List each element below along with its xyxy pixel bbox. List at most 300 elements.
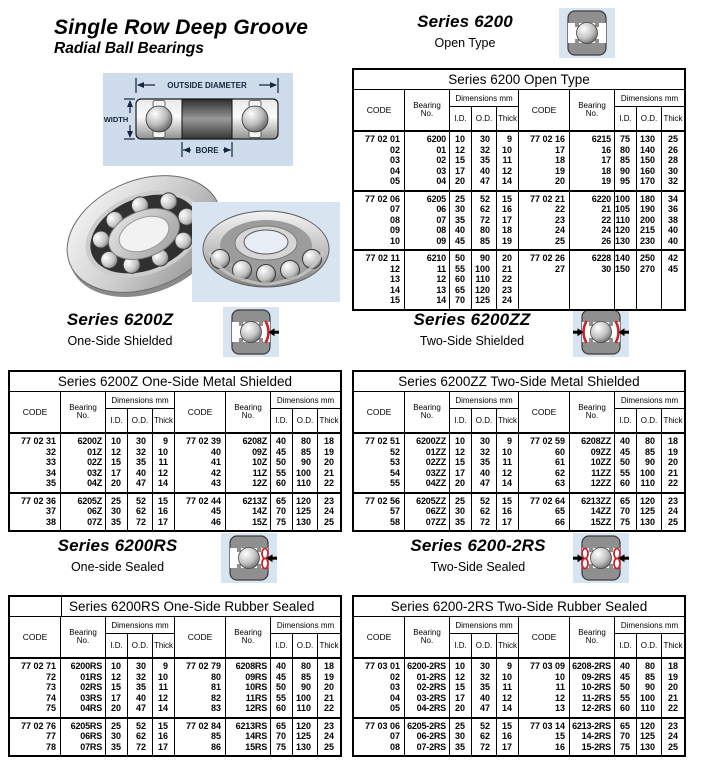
cell-id: 50	[271, 457, 293, 468]
cell-code: 77 02 64	[519, 494, 570, 507]
bearing-no-line2: No.	[76, 411, 90, 420]
column-header-thick: Thick	[153, 634, 175, 657]
cell-id: 35	[106, 742, 128, 756]
cell-od: 120	[637, 494, 662, 507]
cell-bearing-no: 15Z	[226, 517, 271, 531]
cell-bearing-no: 10RS	[226, 682, 271, 693]
series-title: Series 6200RS	[57, 536, 178, 555]
cell-id: 10	[450, 132, 472, 145]
cell-code: 65	[519, 506, 570, 517]
table-header	[354, 90, 684, 132]
cell-bearing-no: 06RS	[61, 731, 106, 742]
cell-bearing-no: 04ZZ	[405, 478, 450, 492]
cell-thick: 25	[323, 741, 334, 752]
cell-id: 40	[271, 659, 293, 672]
bearing-no-line1: Bearing	[413, 627, 441, 637]
cell-code: 17	[519, 145, 570, 156]
cell-code: 19	[519, 166, 570, 177]
cell-id: 15	[106, 682, 128, 693]
cell-code: 10	[519, 672, 570, 683]
column-header-dimensions: Dimensions mm	[615, 392, 684, 409]
cell-bearing-no: 07	[405, 215, 450, 226]
cell-id: 10	[106, 659, 128, 672]
cell-od: 32	[472, 447, 497, 458]
cell-id: 20	[450, 176, 472, 190]
cell-code: 02	[354, 145, 405, 156]
column-header-thick: Thick	[497, 107, 519, 130]
cell-thick: 12	[153, 468, 175, 479]
cell-od: 40	[472, 468, 497, 479]
cell-od: 120	[472, 285, 497, 296]
table-title: Series 6200ZZ Two-Side Metal Shielded	[398, 374, 640, 389]
cell-bearing-no: 11-2RS	[570, 693, 615, 704]
bearing-no-line1: Bearing	[578, 100, 606, 110]
page-title-line1: Single Row Deep Groove	[54, 16, 309, 39]
cell-thick: 16	[497, 731, 519, 742]
cell-id: 55	[271, 468, 293, 479]
cell-thick: 14	[497, 703, 519, 717]
cell-bearing-no: 6215	[570, 132, 615, 145]
column-header-code: CODE	[354, 617, 405, 657]
cell-bearing-no: 6200ZZ	[405, 434, 450, 447]
cell-code: 46	[175, 517, 226, 531]
cell-thick: 10	[497, 447, 519, 458]
column-header-code: CODE	[519, 90, 570, 130]
cell-bearing-no: 24	[570, 225, 615, 236]
cell-bearing-no: 09RS	[226, 672, 271, 683]
cell-bearing-no: 12RS	[226, 703, 271, 717]
cell-id: 120	[615, 225, 637, 236]
cell-od	[637, 274, 662, 285]
bearing-no-line1: Bearing	[578, 627, 606, 637]
cell-od: 30	[472, 659, 497, 672]
cell-id: 30	[450, 731, 472, 742]
cell-od: 47	[472, 176, 497, 190]
cell-od: 85	[637, 672, 662, 683]
cell-od: 125	[472, 295, 497, 309]
cell-id: 60	[615, 478, 637, 492]
column-header-id: I.D.	[615, 107, 637, 130]
cell-thick: 19	[323, 446, 334, 457]
cell-code: 77 02 06	[354, 192, 405, 205]
cell-bearing-no: 12-2RS	[570, 703, 615, 717]
column-header-dimensions: Dimensions mm	[271, 617, 340, 634]
cell-od: 47	[472, 703, 497, 717]
cell-thick: 16	[497, 506, 519, 517]
table-header	[354, 392, 684, 434]
cell-code: 81	[175, 682, 226, 693]
cell-bearing-no: 6213ZZ	[570, 494, 615, 507]
cell-thick: 22	[497, 274, 519, 285]
cell-thick: 23	[667, 495, 678, 506]
table-row-group	[10, 492, 340, 531]
cell-bearing-no: 22	[570, 215, 615, 226]
cell-od: 125	[637, 506, 662, 517]
cell-thick: 24	[497, 295, 519, 309]
cell-bearing-no: 03	[405, 166, 450, 177]
cell-od: 100	[293, 693, 318, 704]
cell-thick: 24	[667, 506, 678, 516]
cell-id: 70	[615, 506, 637, 517]
column-header-od: O.D.	[293, 409, 318, 432]
cell-bearing-no: 26	[570, 236, 615, 250]
cell-id: 40	[271, 434, 293, 447]
cell-bearing-no: 13	[405, 285, 450, 296]
cell-od: 40	[472, 166, 497, 177]
table-header	[354, 617, 684, 659]
cell-code: 77 02 79	[175, 659, 226, 672]
cell-od: 40	[128, 693, 153, 704]
cell-id: 12	[450, 145, 472, 156]
cell-id: 75	[615, 742, 637, 756]
cell-od: 100	[637, 693, 662, 704]
cell-od: 62	[128, 506, 153, 517]
column-header-bearing-no	[570, 90, 615, 130]
column-header-dimensions: Dimensions mm	[106, 617, 175, 634]
cell-thick: 9	[497, 434, 519, 447]
column-header-id: I.D.	[271, 634, 293, 657]
cell-thick: 18	[667, 661, 678, 671]
cell-od: 100	[637, 468, 662, 479]
cell-od: 90	[293, 682, 318, 693]
series-header-6200-2rs	[378, 536, 578, 574]
cell-thick: 11	[497, 457, 519, 468]
column-header-bearing-no	[405, 617, 450, 657]
table-row-group	[354, 492, 684, 531]
cell-od: 180	[637, 192, 662, 205]
cell-od: 250	[637, 251, 662, 264]
cell-code: 41	[175, 457, 226, 468]
bearing-no-line2: No.	[420, 636, 434, 645]
cell-bearing-no: 03-2RS	[405, 693, 450, 704]
cell-od: 72	[472, 517, 497, 531]
series-title: Series 6200ZZ	[413, 310, 531, 329]
cell-thick: 16	[153, 506, 175, 517]
cell-id: 65	[615, 719, 637, 732]
cell-thick: 20	[497, 251, 519, 264]
table-6200-2rs-two-side	[352, 595, 686, 757]
cell-code: 66	[519, 517, 570, 531]
cell-bearing-no: 07-2RS	[405, 742, 450, 756]
cell-thick: 30	[667, 165, 678, 176]
cell-code: 09	[354, 225, 405, 236]
cell-code: 08	[354, 742, 405, 756]
table-row-group	[354, 659, 684, 717]
cell-id: 75	[271, 517, 293, 531]
cell-id: 15	[450, 682, 472, 693]
cell-thick: 40	[667, 225, 678, 235]
column-header-dimensions: Dimensions mm	[450, 617, 519, 634]
cell-code: 33	[10, 457, 61, 468]
cell-id: 70	[450, 295, 472, 309]
cell-od: 62	[472, 204, 497, 215]
cell-thick: 26	[667, 144, 678, 155]
cell-id: 55	[615, 468, 637, 479]
cell-code: 32	[10, 447, 61, 458]
cell-bearing-no	[570, 285, 615, 296]
cell-od: 32	[472, 672, 497, 683]
cell-code: 77 02 51	[354, 434, 405, 447]
cell-id: 25	[450, 192, 472, 205]
cell-thick: 21	[667, 467, 678, 478]
cell-code	[519, 295, 570, 309]
cell-thick: 12	[153, 693, 175, 704]
column-header-id: I.D.	[450, 634, 472, 657]
table-title: Series 6200 Open Type	[448, 72, 590, 87]
cell-id: 150	[615, 264, 637, 275]
cell-bearing-no: 12ZZ	[570, 478, 615, 492]
cell-od: 130	[637, 517, 662, 531]
cell-code: 61	[519, 457, 570, 468]
cell-bearing-no: 12Z	[226, 478, 271, 492]
table-title-row	[354, 70, 684, 90]
cell-code: 77 02 31	[10, 434, 61, 447]
cell-code: 77 02 21	[519, 192, 570, 205]
cell-thick: 25	[667, 516, 678, 527]
column-header-bearing-no	[61, 392, 106, 432]
column-header-od: O.D.	[637, 634, 662, 657]
cell-od: 130	[637, 742, 662, 756]
bearing-one-shield-icon	[222, 307, 280, 357]
cell-id: 30	[450, 204, 472, 215]
cell-od	[637, 295, 662, 309]
cell-id: 30	[106, 731, 128, 742]
cell-thick: 22	[323, 703, 334, 713]
cell-code: 77 02 84	[175, 719, 226, 732]
cell-thick	[662, 295, 684, 309]
cell-bearing-no: 6228	[570, 251, 615, 264]
page-title-line2: Radial Ball Bearings	[54, 40, 204, 57]
cell-od: 40	[128, 468, 153, 479]
cell-od: 85	[472, 236, 497, 250]
cell-code: 07	[354, 204, 405, 215]
cell-thick: 10	[497, 145, 519, 156]
cell-code: 80	[175, 672, 226, 683]
cell-thick: 17	[497, 215, 519, 226]
cell-od: 30	[128, 434, 153, 447]
column-header-dimensions: Dimensions mm	[450, 392, 519, 409]
cell-od: 130	[293, 742, 318, 756]
cell-id: 60	[615, 703, 637, 717]
column-header-bearing-no	[61, 617, 106, 657]
cell-od: 200	[637, 215, 662, 226]
cell-bearing-no: 06Z	[61, 506, 106, 517]
cell-id: 50	[615, 682, 637, 693]
cell-od: 52	[128, 494, 153, 507]
cell-bearing-no: 03Z	[61, 468, 106, 479]
cell-bearing-no: 06-2RS	[405, 731, 450, 742]
cell-od: 130	[637, 132, 662, 145]
cell-od: 80	[293, 434, 318, 447]
cell-od: 47	[128, 478, 153, 492]
cell-bearing-no: 6205	[405, 192, 450, 205]
series-header-6200rs	[20, 536, 215, 574]
cell-code: 77 02 76	[10, 719, 61, 732]
cell-code: 08	[354, 215, 405, 226]
series-header-6200zz	[377, 310, 567, 348]
cell-bearing-no: 04Z	[61, 478, 106, 492]
column-header-bearing-no	[570, 392, 615, 432]
cell-id: 15	[450, 457, 472, 468]
cell-bearing-no: 01-2RS	[405, 672, 450, 683]
cell-thick: 23	[323, 720, 334, 731]
cell-code: 03	[354, 155, 405, 166]
cell-bearing-no: 10ZZ	[570, 457, 615, 468]
cell-code: 83	[175, 703, 226, 717]
column-header-dimensions: Dimensions mm	[106, 392, 175, 409]
cell-od: 80	[472, 225, 497, 236]
cell-od: 35	[472, 155, 497, 166]
cell-code: 18	[519, 155, 570, 166]
cell-id: 70	[271, 506, 293, 517]
cell-code: 24	[519, 225, 570, 236]
cell-thick: 25	[667, 134, 678, 144]
cell-id: 25	[450, 719, 472, 732]
cell-bearing-no: 6205Z	[61, 494, 106, 507]
cell-bearing-no: 01RS	[61, 672, 106, 683]
bearing-open-icon	[558, 8, 616, 58]
cell-id: 70	[615, 731, 637, 742]
cell-bearing-no: 11RS	[226, 693, 271, 704]
cell-code: 40	[175, 447, 226, 458]
cell-thick: 28	[667, 155, 678, 165]
bearing-dimension-diagram	[103, 73, 293, 166]
cell-thick: 25	[667, 741, 678, 752]
cell-bearing-no: 12	[405, 274, 450, 285]
series-header-6200z	[25, 310, 215, 348]
cell-od: 72	[472, 742, 497, 756]
cell-thick: 22	[323, 478, 334, 488]
cell-id: 17	[450, 468, 472, 479]
cell-bearing-no: 14-2RS	[570, 731, 615, 742]
cell-id: 35	[450, 517, 472, 531]
cell-id: 25	[106, 719, 128, 732]
series-header-6200	[380, 12, 550, 50]
cell-thick: 17	[153, 742, 175, 756]
cell-code: 15	[519, 731, 570, 742]
cell-thick: 9	[497, 659, 519, 672]
cell-code: 03	[354, 682, 405, 693]
cell-id: 65	[271, 719, 293, 732]
cell-id: 110	[615, 215, 637, 226]
cell-bearing-no: 6200	[405, 132, 450, 145]
column-header-od: O.D.	[472, 634, 497, 657]
cell-id: 70	[271, 731, 293, 742]
cell-code: 77 02 44	[175, 494, 226, 507]
cell-code: 60	[519, 447, 570, 458]
cell-id: 55	[615, 693, 637, 704]
cell-thick: 10	[153, 672, 175, 683]
cell-bearing-no: 6220	[570, 192, 615, 205]
cell-thick: 16	[153, 731, 175, 742]
column-header-id: I.D.	[106, 409, 128, 432]
cell-bearing-no: 02	[405, 155, 450, 166]
cell-id: 90	[615, 166, 637, 177]
table-title: Series 6200Z One-Side Metal Shielded	[57, 374, 293, 389]
series-subtitle: Two-Side Sealed	[430, 560, 526, 574]
cell-id: 30	[106, 506, 128, 517]
cell-thick: 25	[323, 516, 334, 527]
cell-od: 190	[637, 204, 662, 215]
table-row-group	[10, 717, 340, 756]
cell-od: 62	[472, 731, 497, 742]
cell-bearing-no: 30	[570, 264, 615, 275]
column-header-od: O.D.	[637, 409, 662, 432]
cell-thick: 11	[497, 682, 519, 693]
cell-id: 10	[450, 434, 472, 447]
bearing-no-line1: Bearing	[234, 402, 262, 412]
cell-id: 45	[615, 447, 637, 458]
cell-thick: 15	[497, 719, 519, 732]
cell-od: 150	[637, 155, 662, 166]
cell-bearing-no: 01ZZ	[405, 447, 450, 458]
cell-code: 22	[519, 204, 570, 215]
cell-od: 110	[637, 478, 662, 492]
cell-bearing-no: 14ZZ	[570, 506, 615, 517]
cell-od: 160	[637, 166, 662, 177]
cell-bearing-no: 04	[405, 176, 450, 190]
cell-thick: 21	[323, 692, 334, 703]
cell-thick: 16	[497, 204, 519, 215]
cell-id: 95	[615, 176, 637, 190]
cell-od: 35	[472, 457, 497, 468]
bearing-one-seal-icon	[220, 533, 278, 583]
cell-thick: 9	[497, 132, 519, 145]
cell-id: 25	[450, 494, 472, 507]
width-label: WIDTH	[103, 115, 129, 124]
cell-id: 35	[450, 215, 472, 226]
cell-od: 62	[472, 506, 497, 517]
cell-id: 40	[450, 225, 472, 236]
cell-code: 11	[519, 682, 570, 693]
cell-id: 45	[615, 672, 637, 683]
column-header-dimensions: Dimensions mm	[615, 90, 684, 107]
cell-bearing-no: 03RS	[61, 693, 106, 704]
cell-od: 110	[472, 274, 497, 285]
cell-od: 120	[293, 494, 318, 507]
page-title	[54, 16, 308, 58]
cell-thick: 17	[153, 517, 175, 531]
cell-thick: 12	[497, 166, 519, 177]
column-header-code: CODE	[354, 90, 405, 130]
cell-code: 43	[175, 478, 226, 492]
cell-id: 75	[271, 742, 293, 756]
cell-od: 52	[472, 719, 497, 732]
column-header-od: O.D.	[637, 107, 662, 130]
cell-od: 120	[637, 719, 662, 732]
cell-bearing-no: 6205RS	[61, 719, 106, 732]
cell-thick: 15	[153, 719, 175, 732]
cell-od: 110	[293, 478, 318, 492]
cell-od: 140	[637, 145, 662, 156]
cell-id: 12	[450, 447, 472, 458]
cell-code: 77 03 09	[519, 659, 570, 672]
cell-id: 25	[106, 494, 128, 507]
cell-id: 80	[615, 145, 637, 156]
cell-bearing-no: 09ZZ	[570, 447, 615, 458]
bearing-no-line2: No.	[241, 411, 255, 420]
cell-od: 90	[637, 457, 662, 468]
cell-thick: 22	[667, 703, 678, 713]
cell-od: 110	[637, 703, 662, 717]
cell-thick: 23	[497, 285, 519, 296]
table-title-row	[10, 372, 340, 392]
column-header-code: CODE	[10, 392, 61, 432]
cell-thick: 21	[323, 467, 334, 478]
column-header-dimensions: Dimensions mm	[615, 617, 684, 634]
cell-thick: 45	[667, 263, 678, 274]
cell-id: 55	[271, 693, 293, 704]
